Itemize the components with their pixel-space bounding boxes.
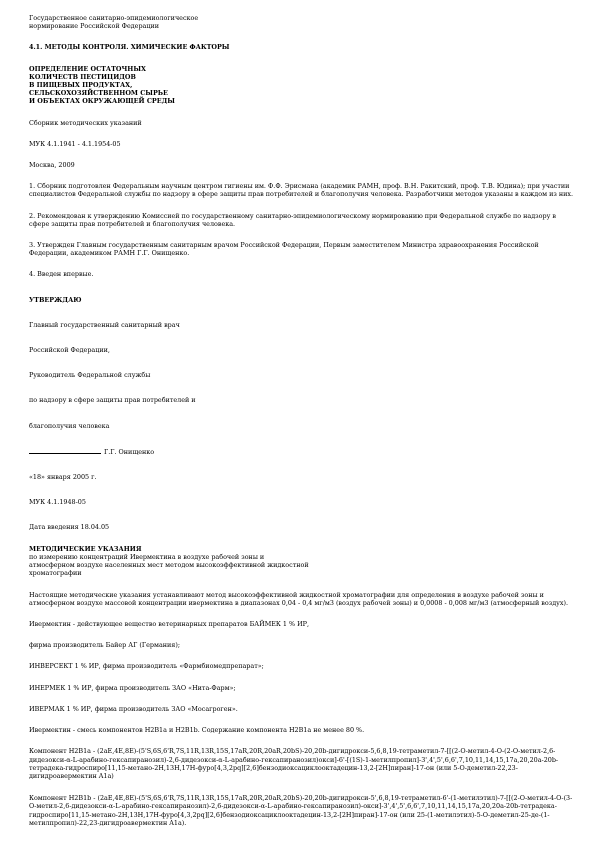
header-line: нормирование Российской Федерации <box>29 22 159 31</box>
muk-number: МУК 4.1.1948-05 <box>29 498 86 507</box>
muk-range: МУК 4.1.1941 - 4.1.1954-05 <box>29 139 121 148</box>
body-paragraph: Ивермектин - смесь компонентов H2B1a и H2B1b. Содержание компонента H2B1a не менее 80 %. <box>29 725 365 734</box>
collection-title-line: КОЛИЧЕСТВ ПЕСТИЦИДОВ <box>29 72 136 81</box>
approval-line: Главный государственный санитарный врач <box>29 320 180 329</box>
guidelines-title <box>29 545 573 578</box>
signature-underline <box>29 447 101 454</box>
guidelines-heading: МЕТОДИЧЕСКИЕ УКАЗАНИЯ <box>29 544 142 553</box>
approval-line: благополучия человека <box>29 421 110 430</box>
collection-title <box>29 65 573 106</box>
signature-line <box>29 447 573 456</box>
info-item: 1. Сборник подготовлен Федеральным научным центром гигиены им. Ф.Ф. Эрисмана (академик РАМН, проф. В.Н. Ракитский, проф. Т.В. Юдина); при участии специалистов Федеральной службы по надзору в сфере защиты прав потребителей и благополучия человека. Разработчики методов указаны в каждом из них. <box>29 182 574 199</box>
effective-date: Дата введения 18.04.05 <box>29 523 110 532</box>
component-description: Компонент H2B1b - (2aE,4E,8E)-(5'S,6S,6'R,7S,11R,13R,15S,17aR,20R,20aR,20bS)-20,20b-дигидрокси-5',6,8,19-тетраметил-6'-(1-метилэтил)-7-[[(2-О-метил-4-О-(3-О-метил-2,6-дидезокси-α-L-арабино-гексапиранозил)-2,6-дидезокси-α-L-арабино-гексапиранозил)-окси]-3',4',5',6,6',7,10,11,14,15,17a,20,20a-20b-тетрадека-гидроспиро[11,15-метано-2Н,13Н,17Н-фуро[4,3,2pq][2,6]бензодиоксациклооктадецин-13,2-[2H]пиран]-17-он (или 25-(1-метилэтил)-5-О-деметил-25-де-(1-метилпропил)-22,23-дигидроавермектин A1a). <box>29 793 573 827</box>
document-header <box>29 14 573 30</box>
component-description: Компонент H2B1a - (2aE,4E,8E)-(5'S,6S,6'R,7S,11R,13R,15S,17aR,20R,20aR,20bS)-20,20b-дигидрокси-5,6,8,19-тетраметил-7-[[(2-О-метил-4-О-(2-О-метил-2,6-дидезокси-α-L-арабино-гексапиранозил)-2,6-дидезокси-α-L-арабино-гексапиранозил)окси]-6'-[(1S)-1-метилпропил]-3',4',5',6,6',7,10,11,14,15,17a,20,20a-20b-тетрадека-гидроспиро[11,15-метано-2Н,13Н,17Н-фуро[4,3,2pq][2,6]бензодиоксациклооктадецин-13,2-[2H]пиран]-17-он (или 5-О-деметил-22,23-дигидроавермектин A1a) <box>29 747 559 781</box>
approval-block <box>29 296 573 482</box>
body-paragraph: Ивермектин - действующее вещество ветеринарных препаратов БАЙМЕК 1 % ИР, <box>29 619 310 628</box>
guidelines-subject-line: по измерению концентраций Ивермектина в воздухе рабочей зоны и <box>29 552 265 561</box>
info-item: 2. Рекомендован к утверждению Комиссией по государственному санитарно-эпидемиологическому нормированию при Федеральной службе по надзору в сфере защиты прав потребителей и благополучия человека. <box>29 211 556 228</box>
body-paragraph: ИНЕРМЕК 1 % ИР, фирма производитель ЗАО «Нита-Фарм»; <box>29 683 236 692</box>
approval-date: «18» января 2005 г. <box>29 473 97 482</box>
approval-heading: УТВЕРЖДАЮ <box>29 295 82 304</box>
body-paragraph: фирма производитель Байер АГ (Германия); <box>29 641 180 650</box>
collection-title-line: В ПИЩЕВЫХ ПРОДУКТАХ, <box>29 81 133 90</box>
approval-line: Российской Федерации, <box>29 346 110 355</box>
collection-title-line: СЕЛЬСКОХОЗЯЙСТВЕННОМ СЫРЬЕ <box>29 89 168 98</box>
guidelines-subject-line: хроматографии <box>29 569 82 578</box>
body-paragraph: Настоящие методические указания устанавливают метод высокоэффективной жидкостной хроматографии для определения в воздухе рабочей зоны и атмосферном воздухе массовой концентрации ивермектина в диапазонах 0,04 - 0,4 мг/м3 (воздух рабочей зоны) и 0,0008 - 0,008 мг/м3 (атмосферный воздух). <box>29 590 569 607</box>
approval-line: Руководитель Федеральной службы <box>29 371 151 380</box>
guidelines-subject-line: атмосферном воздухе населенных мест методом высокоэффективной жидкостной <box>29 561 309 570</box>
info-item: 4. Введен впервые. <box>29 270 94 279</box>
approval-line: по надзору в сфере защиты прав потребителей и <box>29 396 196 405</box>
header-line: Государственное санитарно-эпидемиологическое <box>29 14 199 22</box>
collection-title-line: И ОБЪЕКТАХ ОКРУЖАЮЩЕЙ СРЕДЫ <box>29 97 175 106</box>
body-paragraph: ИНВЕРСЕКТ 1 % ИР, фирма производитель «Фармбиомедпрепарат»; <box>29 662 264 671</box>
body-paragraph: ИВЕРМАК 1 % ИР, фирма производитель ЗАО «Мосагроген». <box>29 704 238 713</box>
info-item: 3. Утвержден Главным государственным санитарным врачом Российской Федерации, Первым заместителем Министра здравоохранения Российской Федерации, академиком РАМН Г.Г. Онищенко. <box>29 241 539 258</box>
section-title: 4.1. МЕТОДЫ КОНТРОЛЯ. ХИМИЧЕСКИЕ ФАКТОРЫ <box>29 43 230 52</box>
collection-subtitle: Сборник методических указаний <box>29 118 142 127</box>
city-year: Москва, 2009 <box>29 161 75 170</box>
collection-title-line: ОПРЕДЕЛЕНИЕ ОСТАТОЧНЫХ <box>29 64 146 73</box>
signature-name: Г.Г. Онищенко <box>104 447 155 456</box>
